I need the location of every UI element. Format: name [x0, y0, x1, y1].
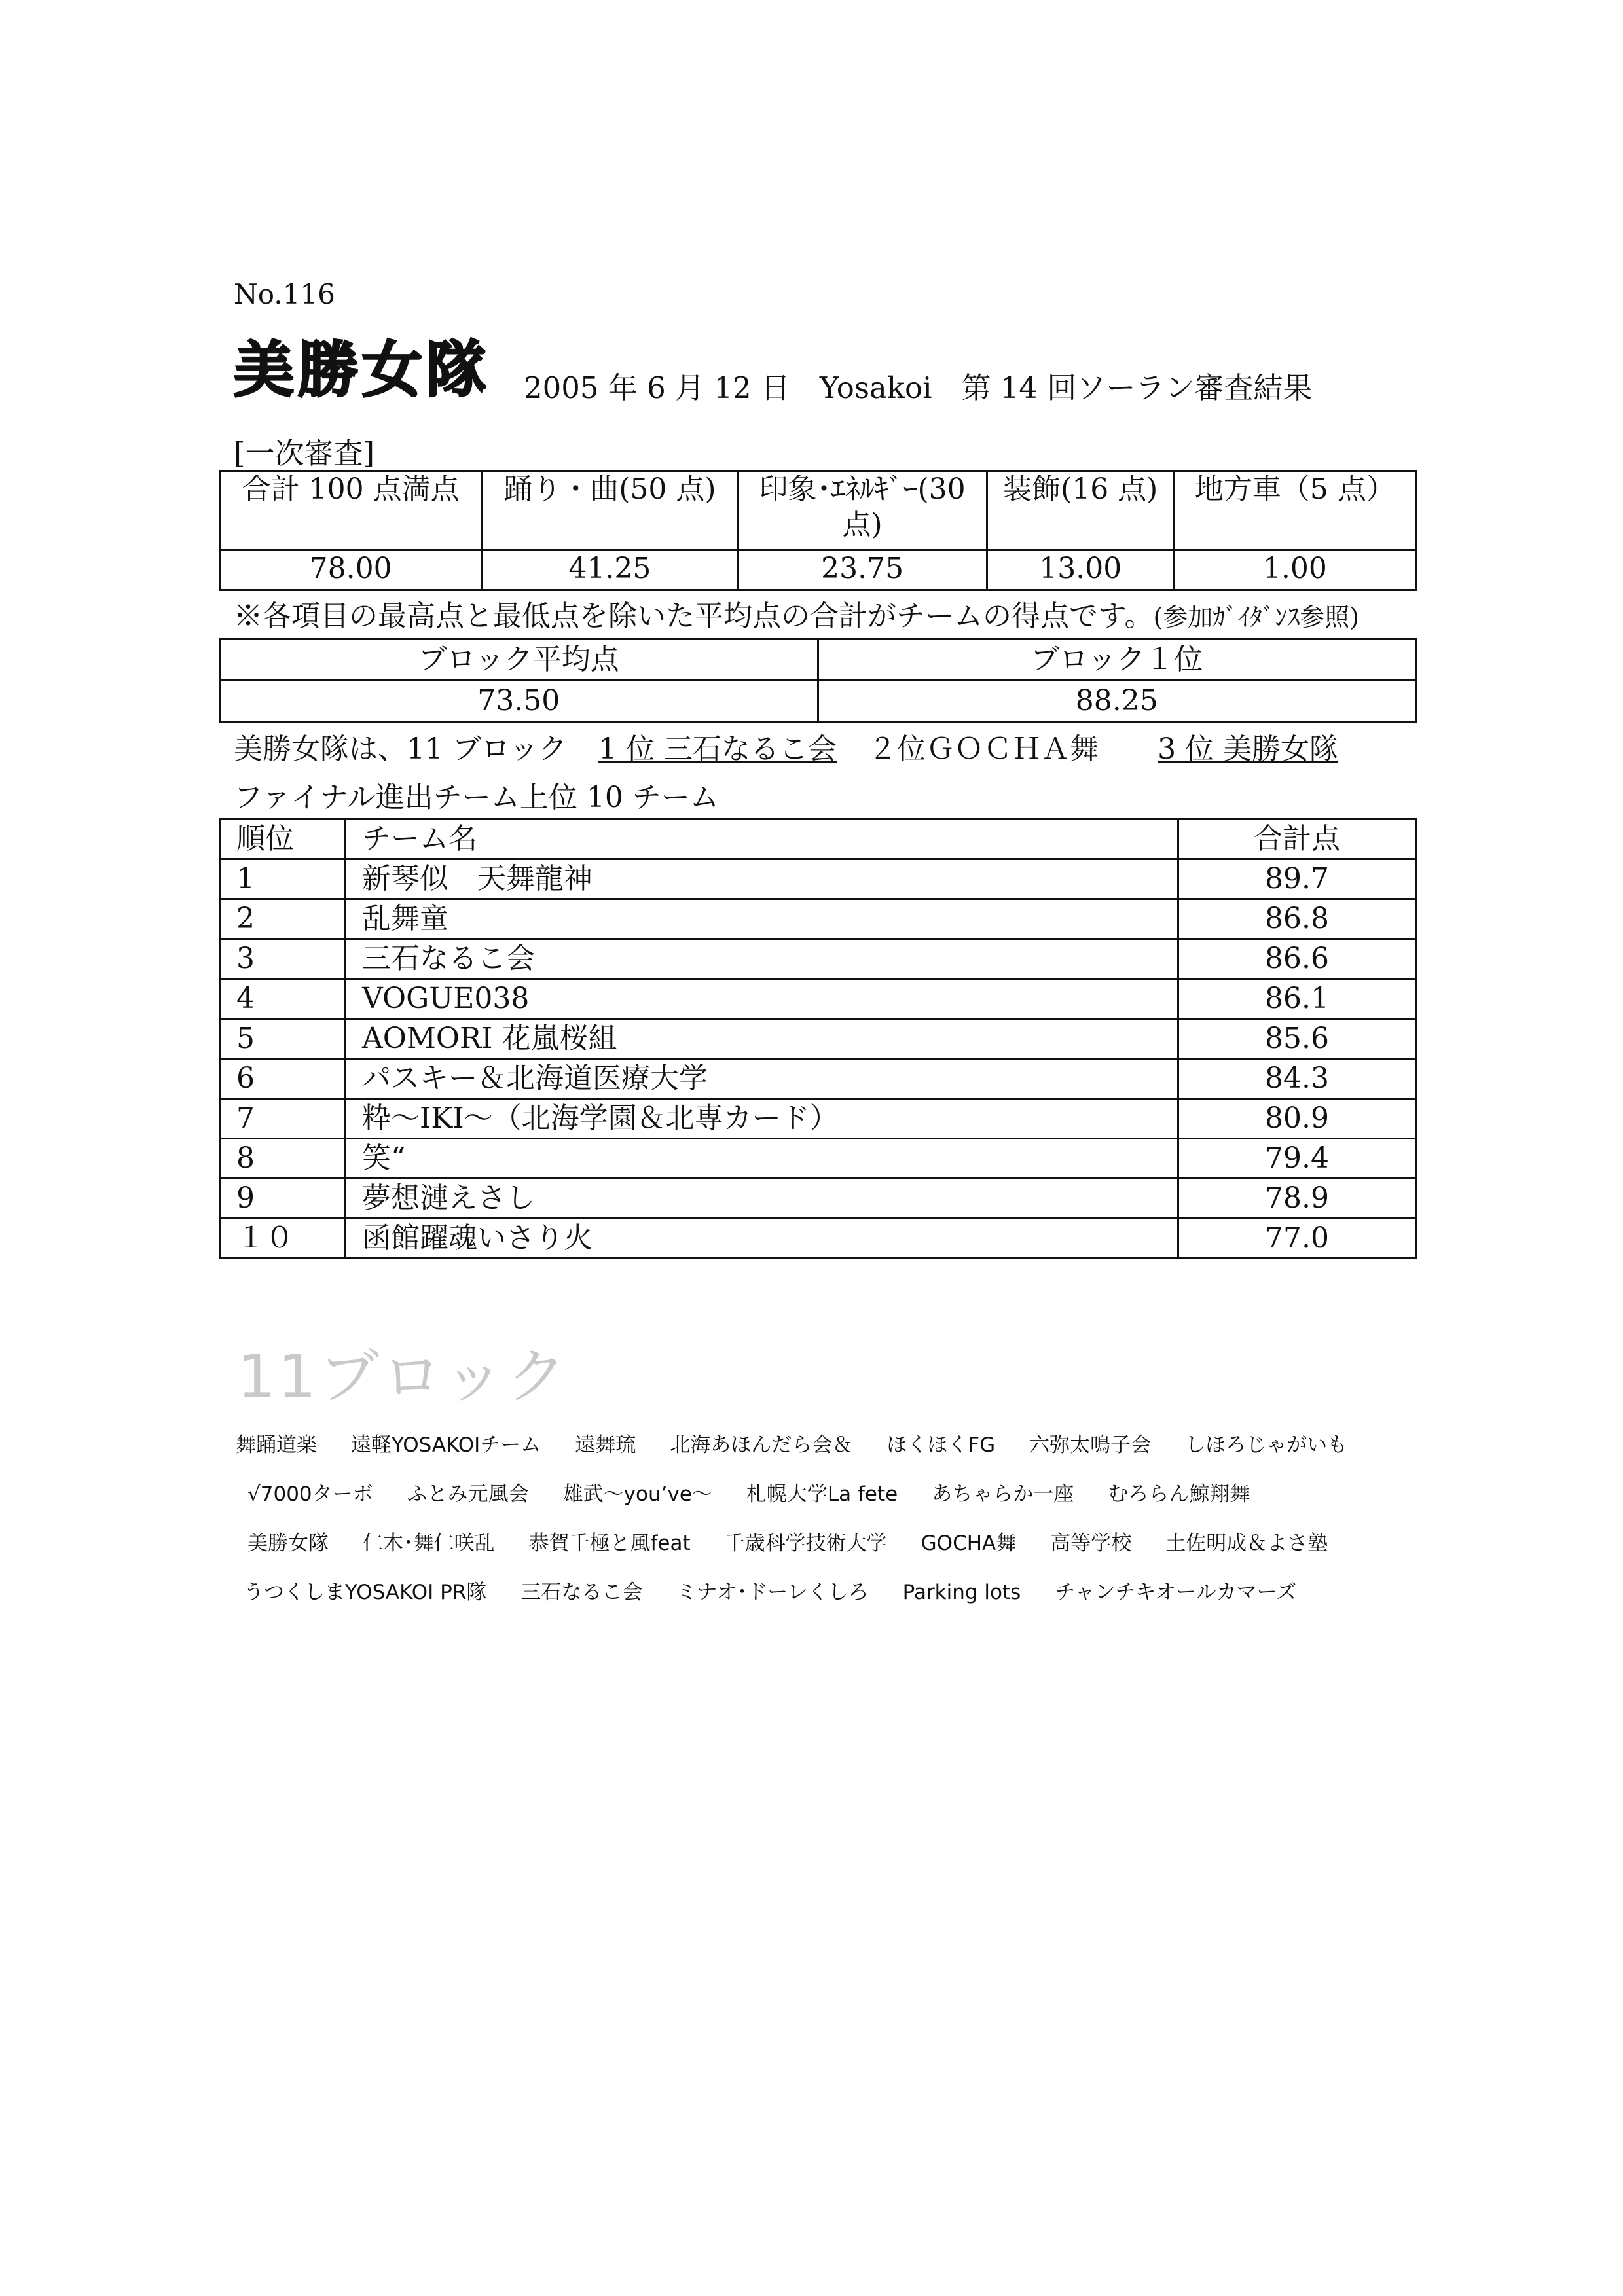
rank-cell: 2: [220, 899, 346, 939]
score-header-float: [1174, 471, 1415, 550]
table-row: [220, 1099, 1416, 1139]
rank-cell: 8: [220, 1139, 346, 1179]
document-number: No.116: [234, 278, 335, 310]
list-item: 六弥太鳴子会: [1029, 1433, 1152, 1457]
score-header-dance: [482, 471, 738, 550]
list-item: しほろじゃがいも: [1185, 1433, 1348, 1457]
list-item: ほくほくFG: [886, 1433, 996, 1457]
points-cell: 79.4: [1178, 1139, 1416, 1179]
score-value-dance: 41.25: [482, 550, 738, 590]
score-header-row: [220, 471, 1416, 550]
table-row: [220, 1019, 1416, 1059]
block11-team-line: [247, 1526, 1362, 1556]
block-rank-first: 1 位 三石なるこ会: [598, 732, 837, 766]
table-row: [220, 899, 1416, 939]
rank-cell: 6: [220, 1059, 346, 1099]
block11-team-line: [247, 1477, 1284, 1507]
final-table: [219, 818, 1417, 1259]
team-name-cell: パスキー＆北海道医療大学: [346, 1059, 1178, 1099]
final-header-points: 合計点: [1178, 819, 1416, 859]
table-row: [220, 979, 1416, 1019]
block-table: [219, 638, 1417, 723]
team-name-cell: 乱舞童: [346, 899, 1178, 939]
score-header-text: 印象･ｴﾈﾙｷﾞｰ(30: [759, 473, 966, 506]
final-heading: ファイナル進出チーム上位 10 チーム: [234, 781, 719, 814]
list-item: 遠軽YOSAKOIチーム: [351, 1433, 541, 1457]
block-value-row: [220, 681, 1416, 722]
scoring-note-text: ※各項目の最高点と最低点を除いた平均点の合計がチームの得点です。: [234, 600, 1154, 633]
score-value-impression: 23.75: [738, 550, 987, 590]
rank-cell: 5: [220, 1019, 346, 1059]
points-cell: 78.9: [1178, 1179, 1416, 1219]
document-subtitle: 2005 年 6 月 12 日 Yosakoi 第 14 回ソーラン審査結果: [524, 370, 1313, 405]
scoring-note: [234, 592, 1359, 634]
score-header-impression: [738, 471, 987, 550]
points-cell: 86.1: [1178, 979, 1416, 1019]
list-item: むろらん鯨翔舞: [1108, 1482, 1250, 1506]
score-header-text: 装飾(16 点): [1003, 473, 1158, 506]
block11-title: 11ブロック: [237, 1342, 570, 1412]
score-header-text: 踊り・曲(50 点): [503, 473, 716, 506]
table-row: [220, 1179, 1416, 1219]
rank-cell: 1: [220, 859, 346, 899]
list-item: 仁木･舞仁咲乱: [363, 1532, 495, 1555]
final-header-rank: 順位: [220, 819, 346, 859]
score-value-float: 1.00: [1174, 550, 1415, 590]
points-cell: 80.9: [1178, 1099, 1416, 1139]
team-name-cell: 函館躍魂いさり火: [346, 1219, 1178, 1259]
team-name-cell: 三石なるこ会: [346, 939, 1178, 979]
team-title: 美勝女隊: [234, 335, 491, 405]
section-label: [一次審査]: [234, 436, 375, 471]
list-item: √7000ターボ: [247, 1482, 373, 1506]
list-item: ミナオ･ドーレくしろ: [676, 1581, 869, 1604]
list-item: 恭賀千極と風feat: [528, 1532, 691, 1555]
team-name-cell: 新琴似 天舞龍神: [346, 859, 1178, 899]
block-ranking-prefix: 美勝女隊は、11 ブロック: [234, 732, 568, 766]
table-row: [220, 1139, 1416, 1179]
block-ranking-line: [234, 725, 1338, 767]
block-average-header: ブロック平均点: [220, 639, 818, 681]
list-item: チャンチキオールカマーズ: [1055, 1581, 1297, 1604]
list-item: 高等学校: [1050, 1532, 1132, 1555]
block-average-value: 73.50: [220, 681, 818, 722]
block-rank-second: ２位ＧＯＣＨＡ舞: [868, 732, 1099, 766]
table-row: [220, 1059, 1416, 1099]
team-name-cell: VOGUE038: [346, 979, 1178, 1019]
table-row: [220, 859, 1416, 899]
list-item: 札幌大学La fete: [746, 1482, 898, 1506]
score-value-row: [220, 550, 1416, 590]
points-cell: 77.0: [1178, 1219, 1416, 1259]
points-cell: 85.6: [1178, 1019, 1416, 1059]
rank-cell: 3: [220, 939, 346, 979]
points-cell: 86.8: [1178, 899, 1416, 939]
list-item: 北海あほんだら会＆: [670, 1433, 853, 1457]
points-cell: 86.6: [1178, 939, 1416, 979]
score-header-decoration: [987, 471, 1174, 550]
points-cell: 89.7: [1178, 859, 1416, 899]
block-rank-third: 3 位 美勝女隊: [1158, 732, 1339, 766]
rank-cell: 4: [220, 979, 346, 1019]
rank-cell: １０: [220, 1219, 346, 1259]
list-item: 三石なるこ会: [520, 1581, 643, 1604]
points-cell: 84.3: [1178, 1059, 1416, 1099]
block-first-header: ブロック１位: [818, 639, 1416, 681]
scoring-note-reference: (参加ｶﾞｲﾀﾞﾝｽ参照): [1153, 603, 1360, 632]
final-header-name: チーム名: [346, 819, 1178, 859]
team-name-cell: AOMORI 花嵐桜組: [346, 1019, 1178, 1059]
block11-team-line: [236, 1428, 1381, 1458]
team-name-cell: 笑“: [346, 1139, 1178, 1179]
list-item: 遠舞琉: [575, 1433, 636, 1457]
block-header-row: [220, 639, 1416, 681]
list-item: GOCHA舞: [921, 1532, 1017, 1555]
score-value-decoration: 13.00: [987, 550, 1174, 590]
list-item: 舞踊道楽: [236, 1433, 317, 1457]
team-name-cell: 夢想漣えさし: [346, 1179, 1178, 1219]
list-item: 千歳科学技術大学: [724, 1532, 887, 1555]
list-item: Parking lots: [902, 1581, 1021, 1604]
list-item: 雄武〜you’ve〜: [562, 1482, 712, 1506]
rank-cell: 9: [220, 1179, 346, 1219]
list-item: うつくしまYOSAKOI PR隊: [244, 1581, 487, 1604]
rank-cell: 7: [220, 1099, 346, 1139]
score-header-total: [220, 471, 482, 550]
block-first-value: 88.25: [818, 681, 1416, 722]
block11-team-line: [244, 1575, 1330, 1605]
table-row: [220, 939, 1416, 979]
list-item: 美勝女隊: [247, 1532, 329, 1555]
score-header-text: 地方車（5 点）: [1194, 473, 1395, 506]
list-item: あちゃらか一座: [932, 1482, 1074, 1506]
score-header-text-line2: 点): [842, 508, 883, 541]
score-value-total: 78.00: [220, 550, 482, 590]
list-item: 土佐明成＆よさ塾: [1165, 1532, 1328, 1555]
final-header-row: [220, 819, 1416, 859]
score-table: [219, 470, 1417, 591]
score-header-text: 合計 100 点満点: [242, 473, 460, 506]
team-name-cell: 粋〜IKI〜（北海学園＆北専カード）: [346, 1099, 1178, 1139]
list-item: ふとみ元風会: [407, 1482, 529, 1506]
table-row: [220, 1219, 1416, 1259]
